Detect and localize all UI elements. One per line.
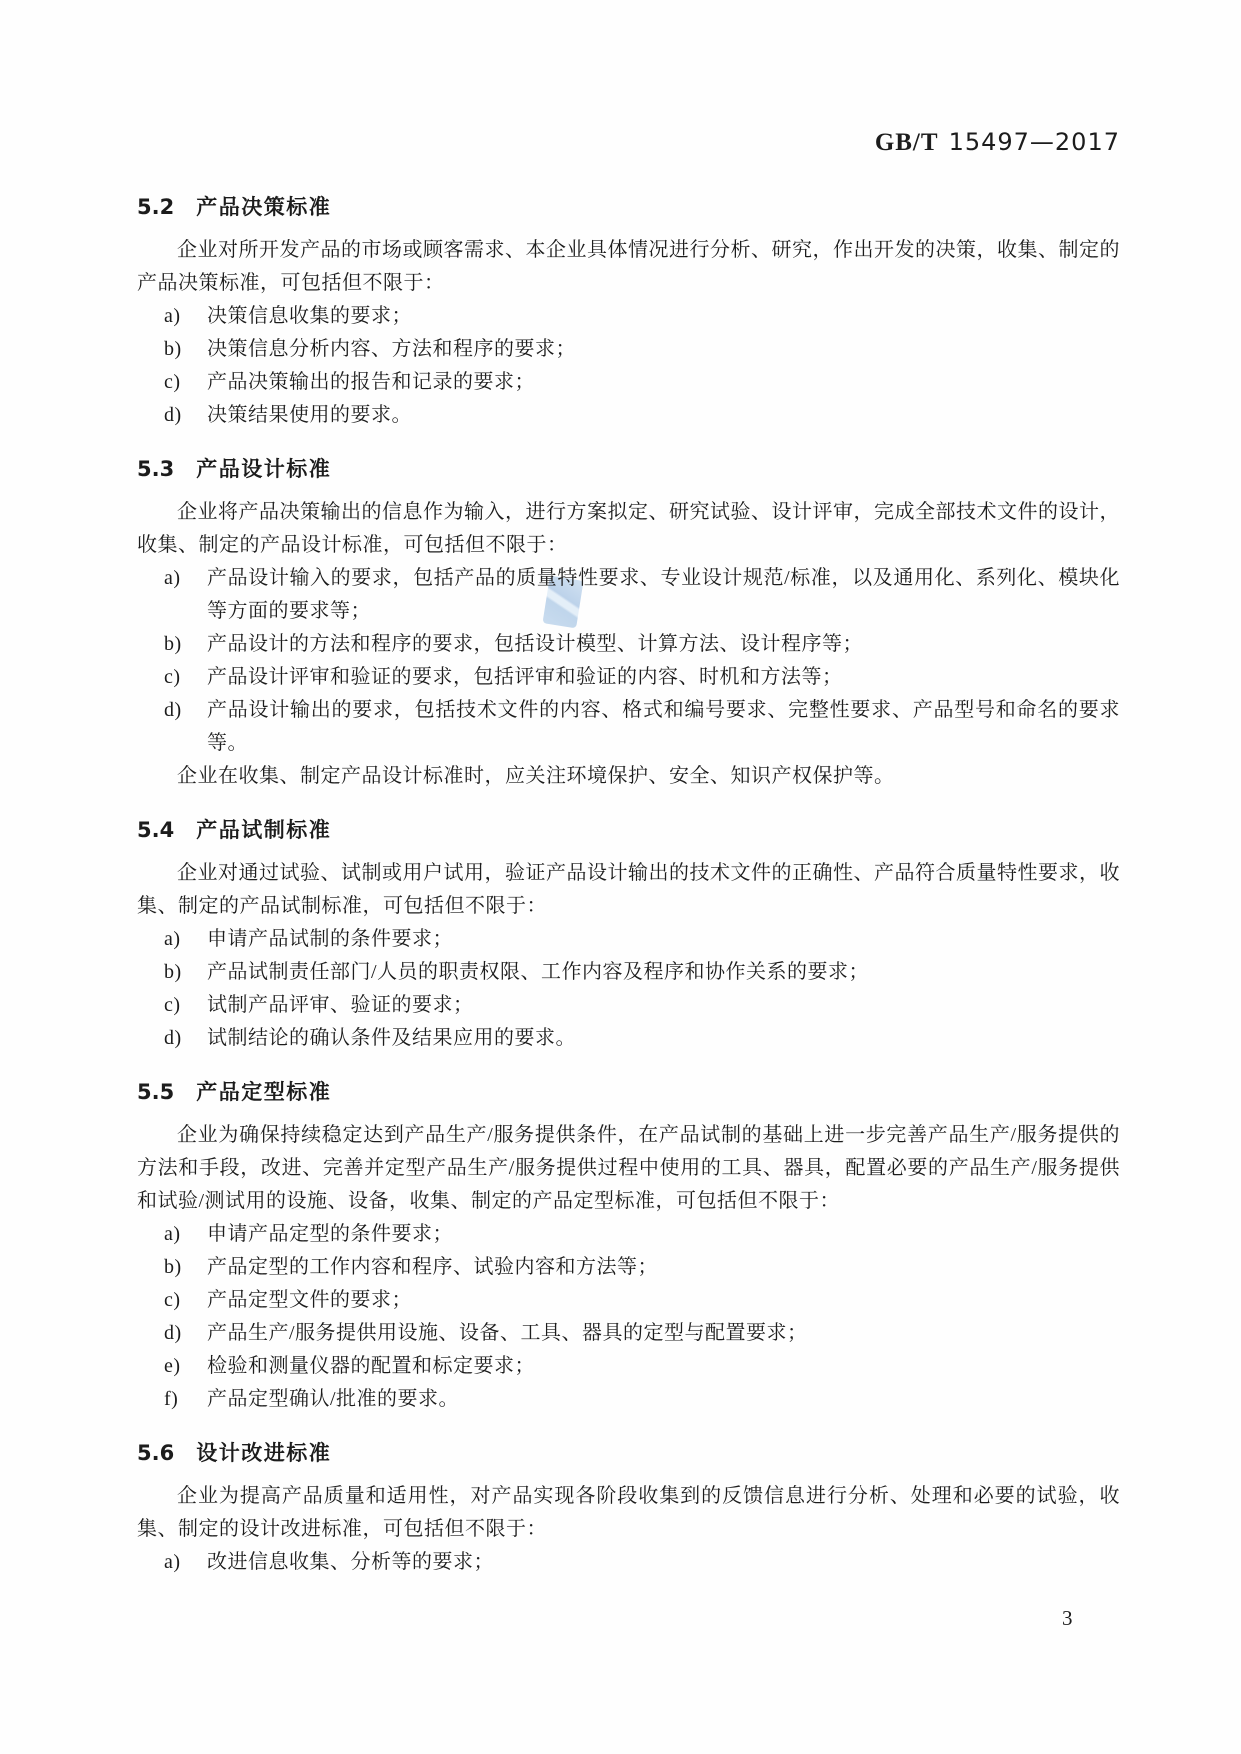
list-item-text: 产品设计评审和验证的要求，包括评审和验证的内容、时机和方法等；	[207, 666, 843, 688]
paragraph: 企业对所开发产品的市场或顾客需求、本企业具体情况进行分析、研究，作出开发的决策，收集、制定的产品决策标准，可包括但不限于：	[137, 239, 1120, 294]
standard-code-prefix: GB/T	[874, 129, 939, 156]
list-item	[137, 1284, 1120, 1317]
list-item-text: 产品设计输出的要求，包括技术文件的内容、格式和编号要求、完整性要求、产品型号和命名的要求等。	[207, 699, 1120, 754]
list-item-label: a)	[164, 305, 181, 327]
list-item-text: 产品定型的工作内容和程序、试验内容和方法等；	[207, 1256, 658, 1278]
list-item-text: 申请产品试制的条件要求；	[207, 928, 453, 950]
list-item	[137, 956, 1120, 989]
list-item-text: 检验和测量仪器的配置和标定要求；	[207, 1355, 535, 1377]
list-item	[137, 661, 1120, 694]
list-item-label: a)	[164, 1551, 181, 1573]
list-item	[137, 1383, 1120, 1416]
page-number: 3	[1062, 1606, 1073, 1630]
list-item	[137, 1022, 1120, 1055]
list-item-text: 试制结论的确认条件及结果应用的要求。	[207, 1027, 576, 1049]
list-item	[137, 333, 1120, 366]
list-item-text: 产品定型文件的要求；	[207, 1289, 412, 1311]
section-heading	[137, 453, 1120, 486]
list-item-label: c)	[164, 1289, 181, 1311]
list-item	[137, 1546, 1120, 1579]
section-heading	[137, 814, 1120, 847]
list-item-label: d)	[164, 1322, 182, 1344]
section-number: 5.5	[137, 1080, 175, 1104]
section-heading	[137, 191, 1120, 224]
list-item-text: 决策结果使用的要求。	[207, 404, 412, 426]
paragraph: 企业将产品决策输出的信息作为输入，进行方案拟定、研究试验、设计评审，完成全部技术文件的设计，收集、制定的产品设计标准，可包括但不限于：	[137, 501, 1120, 556]
section-title: 产品定型标准	[196, 1080, 332, 1104]
list-item	[137, 300, 1120, 333]
list-item	[137, 1350, 1120, 1383]
section-number: 5.3	[137, 457, 175, 481]
list-item-label: c)	[164, 666, 181, 688]
list-item	[137, 1317, 1120, 1350]
section-number: 5.4	[137, 818, 175, 842]
list-item-text: 试制产品评审、验证的要求；	[207, 994, 474, 1016]
list-item-text: 产品生产/服务提供用设施、设备、工具、器具的定型与配置要求；	[207, 1322, 808, 1344]
list-item-text: 产品试制责任部门/人员的职责权限、工作内容及程序和协作关系的要求；	[207, 961, 870, 983]
section-heading	[137, 1437, 1120, 1470]
list-item-label: b)	[164, 338, 182, 360]
paragraph: 企业为提高产品质量和适用性，对产品实现各阶段收集到的反馈信息进行分析、处理和必要的试验，收集、制定的设计改进标准，可包括但不限于：	[137, 1485, 1120, 1540]
list-item-text: 申请产品定型的条件要求；	[207, 1223, 453, 1245]
list-item	[137, 366, 1120, 399]
document-body	[137, 191, 1120, 1579]
list-item-label: a)	[164, 928, 181, 950]
list-item-label: b)	[164, 961, 182, 983]
list-item-text: 产品设计的方法和程序的要求，包括设计模型、计算方法、设计程序等；	[207, 633, 863, 655]
section-title: 设计改进标准	[196, 1441, 332, 1465]
paragraph: 企业在收集、制定产品设计标准时，应关注环境保护、安全、知识产权保护等。	[177, 765, 895, 787]
list-item-label: a)	[164, 1223, 181, 1245]
list-item-text: 产品定型确认/批准的要求。	[207, 1388, 460, 1410]
list-item-text: 产品决策输出的报告和记录的要求；	[207, 371, 535, 393]
list-item-text: 改进信息收集、分析等的要求；	[207, 1551, 494, 1573]
list-item-label: b)	[164, 633, 182, 655]
list-item-label: a)	[164, 567, 181, 589]
list-item-text: 决策信息收集的要求；	[207, 305, 412, 327]
list-item	[137, 694, 1120, 760]
list-item-label: c)	[164, 994, 181, 1016]
list-item	[137, 399, 1120, 432]
section-number: 5.6	[137, 1441, 175, 1465]
list-item	[137, 628, 1120, 661]
list-item	[137, 989, 1120, 1022]
list-item-label: c)	[164, 371, 181, 393]
list-item	[137, 923, 1120, 956]
section-title: 产品决策标准	[196, 195, 332, 219]
list-item-label: e)	[164, 1355, 181, 1377]
section-title: 产品设计标准	[196, 457, 332, 481]
list-item-label: b)	[164, 1256, 182, 1278]
list-item-label: f)	[164, 1388, 179, 1410]
list-item-text: 决策信息分析内容、方法和程序的要求；	[207, 338, 576, 360]
section-number: 5.2	[137, 195, 175, 219]
paragraph: 企业对通过试验、试制或用户试用，验证产品设计输出的技术文件的正确性、产品符合质量特性要求，收集、制定的产品试制标准，可包括但不限于：	[137, 862, 1120, 917]
section-heading	[137, 1076, 1120, 1109]
list-item-text: 产品设计输入的要求，包括产品的质量特性要求、专业设计规范/标准，以及通用化、系列化、模块化等方面的要求等；	[207, 567, 1120, 622]
section-title: 产品试制标准	[196, 818, 332, 842]
list-item-label: d)	[164, 699, 182, 721]
page-header	[137, 128, 1120, 157]
list-item-label: d)	[164, 1027, 182, 1049]
paragraph: 企业为确保持续稳定达到产品生产/服务提供条件，在产品试制的基础上进一步完善产品生产/服务提供的方法和手段，改进、完善并定型产品生产/服务提供过程中使用的工具、器具，配置必要的产品生产/服务提供和试验/测试用的设施、设备，收集、制定的产品定型标准，可包括但不限于：	[137, 1124, 1120, 1212]
list-item	[137, 1218, 1120, 1251]
standard-code-number: 15497—2017	[948, 128, 1120, 156]
list-item-label: d)	[164, 404, 182, 426]
list-item	[137, 562, 1120, 628]
list-item	[137, 1251, 1120, 1284]
